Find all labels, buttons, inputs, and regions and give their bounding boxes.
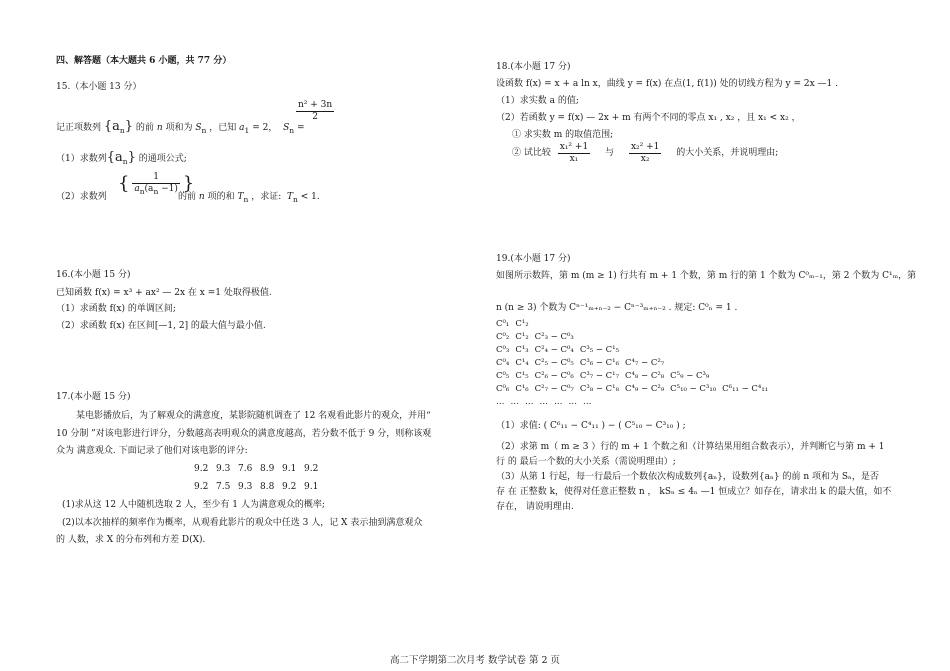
- triangle-cell: …: [525, 397, 534, 407]
- q17-part1: (1)求从这 12 人中随机选取 2 人，至少有 1 人为满意观众的概率;: [62, 500, 325, 510]
- triangle-cell: C⁰₁: [496, 319, 510, 329]
- q17-para1: 某电影播放后，为了解观众的满意度，某影院随机调查了 12 名观看此影片的观众，并用“: [76, 411, 431, 421]
- q17-para2: 10 分制 ”对该电影进行评分，分数越高表明观众的满意度越高，若分数不低于 9 分，则称该观: [56, 429, 432, 439]
- score-cell: 9.2: [194, 464, 209, 474]
- triangle-cell: C¹₆: [515, 384, 529, 394]
- score-cell: 8.9: [260, 464, 275, 474]
- triangle-cell: C³₈ − C¹₈: [579, 384, 619, 394]
- triangle-cell: …: [510, 397, 519, 407]
- score-cell: 9.2: [304, 464, 319, 474]
- triangle-cell: C¹₄: [515, 358, 529, 368]
- triangle-cell: C⁴₇ − C²₇: [625, 358, 665, 368]
- q18-line4: ① 求实数 m 的取值范围;: [512, 130, 614, 140]
- triangle-row: [496, 331, 774, 344]
- triangle-cell: C⁰₂: [496, 332, 510, 342]
- triangle-cell: C¹₂: [515, 332, 529, 342]
- score-cell: 9.3: [238, 482, 253, 492]
- triangle-cell: C⁰₃: [496, 345, 510, 355]
- triangle-row: [496, 318, 774, 331]
- q19-number-triangle: [496, 318, 774, 409]
- q17-head: 17.(本小题 15 分): [56, 392, 131, 402]
- triangle-cell: …: [583, 397, 592, 407]
- q19-line1: 如图所示数阵，第 m (m ≥ 1) 行共有 m + 1 个数，第 m 行的第 1 个数为 C⁰ₘ₋₁，第 2 个数为 C¹ₘ，第: [496, 271, 917, 281]
- q15-part2-fraction: { $\frac{1}{a_n(a_n -1)}$ }: [118, 172, 195, 196]
- triangle-cell: C⁴₈ − C²₈: [625, 371, 665, 381]
- triangle-cell: C¹₃: [515, 345, 529, 355]
- triangle-row: [496, 344, 774, 357]
- q19-line2: n (n ≥ 3) 个数为 Cⁿ⁻¹ₘ₊ₙ₋₂ − Cⁿ⁻³ₘ₊ₙ₋₂ . 规定: C⁰ₙ = 1 .: [496, 303, 738, 313]
- q15-stem: 记正项数列 $\{a_n\}$ 的前 n 项和为 $S_n$ ，已知 $a_1 = 2$， $S_n$ =: [56, 119, 305, 135]
- triangle-cell: …: [539, 397, 548, 407]
- q17-para3: 众为 满意观众. 下面记录了他们对该电影的评分:: [56, 446, 248, 456]
- q15-part1: （1）求数列$\{a_n\}$ 的通项公式;: [56, 150, 187, 166]
- score-cell: 7.6: [238, 464, 253, 474]
- triangle-cell: …: [496, 397, 505, 407]
- q16-line1: 已知函数 f(x) = x³ + ax² — 2x 在 x =1 处取得极值.: [56, 288, 272, 298]
- triangle-row: [496, 370, 774, 383]
- q15-head: 15.（本小题 13 分）: [56, 82, 142, 92]
- q19-head: 19.(本小题 17 分): [496, 254, 571, 264]
- triangle-cell: C²₆ − C⁰₆: [534, 371, 574, 381]
- score-cell: 7.5: [216, 482, 231, 492]
- triangle-cell: C³₇ − C¹₇: [579, 371, 619, 381]
- q18-head: 18.(本小题 17 分): [496, 62, 571, 72]
- triangle-row: [496, 396, 774, 409]
- q15-sn-fraction: $\frac{\text{n² + 3n}}{2}$: [298, 100, 333, 122]
- triangle-cell: C⁴₉ − C²₉: [625, 384, 665, 394]
- q19-part3b: 存 在 正整数 k，使得对任意正整数 n ， kSₙ ≤ 4ₙ —1 恒成立？如存在，请求出 k 的最大值，如不: [496, 487, 892, 497]
- q17-scores-row-2: [194, 482, 326, 493]
- triangle-cell: C⁰₄: [496, 358, 510, 368]
- score-cell: 9.3: [216, 464, 231, 474]
- triangle-cell: C⁰₅: [496, 371, 510, 381]
- score-cell: 9.2: [282, 482, 297, 492]
- q18-line3: （2）若函数 y = f(x) — 2x + m 有两个不同的零点 x₁ , x₂ ，且 x₁ < x₂ ，: [496, 113, 801, 123]
- triangle-cell: C³₅ − C¹₅: [579, 345, 619, 355]
- q16-head: 16.(本小题 15 分): [56, 270, 131, 280]
- triangle-cell: C³₆ − C¹₆: [579, 358, 619, 368]
- page-footer: 高二下学期第二次月考 数学试卷 第 2 页: [389, 655, 561, 666]
- triangle-cell: …: [554, 397, 563, 407]
- score-cell: 8.8: [260, 482, 275, 492]
- q17-part2a: (2)以本次抽样的频率作为概率，从观看此影片的观众中任选 3 人，记 X 表示抽到满意观众: [62, 518, 423, 528]
- q19-part1: （1）求值: ( C⁶₁₁ − C⁴₁₁ ) − ( C⁵₁₀ − C³₁₀ ) ;: [496, 421, 686, 431]
- q17-part2b: 的 人数，求 X 的分布列和方差 D(X).: [56, 535, 206, 545]
- q18-line1: 设函数 f(x) = x + a ln x，曲线 y = f(x) 在点(1, f(1)) 处的切线方程为 y = 2x —1 .: [496, 79, 838, 89]
- triangle-row: [496, 357, 774, 370]
- q19-part2b: 行 的 最后一个数的大小关系（需说明理由）;: [496, 457, 676, 467]
- triangle-cell: C¹₅: [515, 371, 529, 381]
- triangle-cell: C²₄ − C⁰₄: [534, 345, 574, 355]
- q19-part3c: 存在， 请说明理由.: [496, 502, 574, 512]
- q15-part2: （2）求数列: [56, 192, 107, 202]
- score-cell: 9.1: [304, 482, 319, 492]
- triangle-cell: …: [568, 397, 577, 407]
- triangle-cell: C⁰₆: [496, 384, 510, 394]
- score-cell: 9.1: [282, 464, 297, 474]
- triangle-cell: C⁶₁₁ − C⁴₁₁: [722, 384, 769, 394]
- q18-line2: （1）求实数 a 的值;: [496, 96, 579, 106]
- score-cell: 9.2: [194, 482, 209, 492]
- triangle-cell: C¹₂: [515, 319, 529, 329]
- q18-line5: ② 试比较 $\frac{\text{x₁² +1}}{\text{x₁}}$ 与 $\frac{\text{x₂² +1}}{\text{x₂}}$ 的大小关系，并说明理由;: [512, 142, 779, 164]
- triangle-row: [496, 383, 774, 396]
- section-heading: 四、解答题（本大题共 6 小题，共 77 分）: [56, 56, 232, 66]
- triangle-cell: C⁵₁₀ − C³₁₀: [670, 384, 717, 394]
- triangle-cell: C²₅ − C⁰₅: [534, 358, 574, 368]
- q19-part2a: （2）求第 m（ m ≥ 3 ）行的 m + 1 个数之和（计算结果用组合数表示），并判断它与第 m + 1: [496, 442, 885, 452]
- q15-part2-tail: 的前 n 项的和 $T_n$ ，求证: $T_n < 1$.: [178, 192, 320, 204]
- q17-scores-row-1: [194, 464, 326, 475]
- triangle-cell: C⁵₉ − C³₉: [670, 371, 710, 381]
- triangle-cell: C²₇ − C⁰₇: [534, 384, 574, 394]
- triangle-cell: C²₃ − C⁰₃: [534, 332, 574, 342]
- q16-line3: （2）求函数 f(x) 在区间[—1, 2] 的最大值与最小值.: [56, 321, 266, 331]
- q19-part3a: （3）从第 1 行起，每一行最后一个数依次构成数列{aₙ}，设数列{aₙ} 的前 n 项和为 Sₙ，是否: [496, 472, 879, 482]
- q16-line2: （1）求函数 f(x) 的单调区间;: [56, 304, 176, 314]
